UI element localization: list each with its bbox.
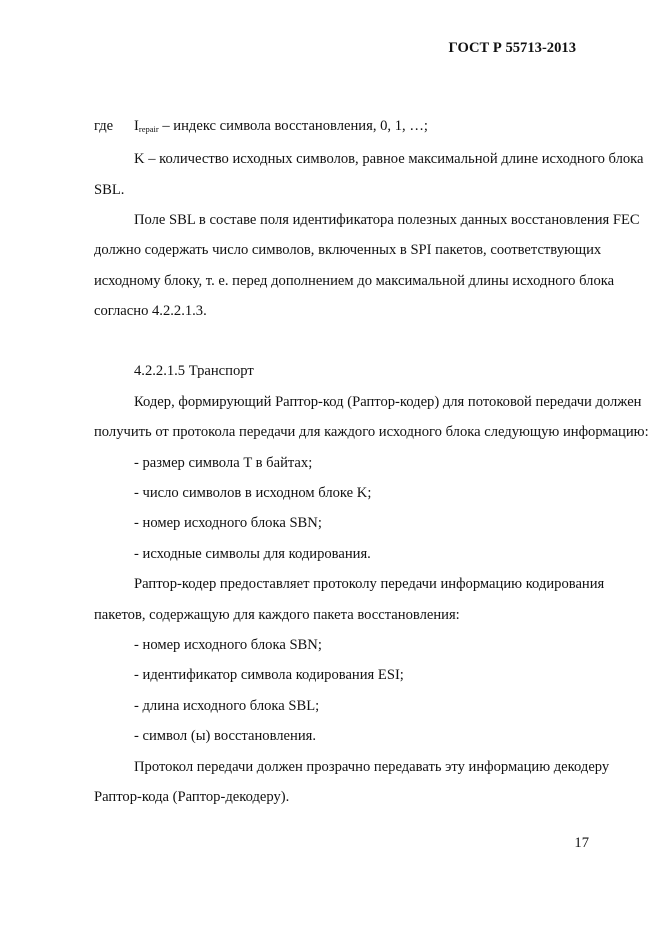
protocol-paragraph-line-1: Протокол передачи должен прозрачно передавать эту информацию декодеру: [134, 759, 610, 775]
page-number: 17: [574, 835, 589, 851]
list-item: - символ (ы) восстановления.: [134, 728, 317, 744]
provider-paragraph-line-2: пакетов, содержащую для каждого пакета восстановления:: [94, 607, 460, 623]
encoder-paragraph-line-2: получить от протокола передачи для каждого исходного блока следующую информацию:: [94, 424, 649, 440]
list-item: - исходные символы для кодирования.: [134, 546, 371, 562]
encoder-paragraph-line-1: Кодер, формирующий Раптор-код (Раптор-кодер) для потоковой передачи должен: [134, 394, 642, 410]
section-heading: 4.2.2.1.5 Транспорт: [134, 363, 254, 379]
list-item: - идентификатор символа кодирования ESI;: [134, 667, 404, 683]
where-word: где: [94, 118, 114, 134]
sbl-paragraph-line-2: должно содержать число символов, включенных в SPI пакетов, соответствующих: [94, 242, 602, 258]
repair-index-symbol: I: [134, 118, 139, 134]
document-code-header: ГОСТ Р 55713-2013: [448, 40, 576, 56]
sbl-paragraph-line-4: согласно 4.2.2.1.3.: [94, 303, 207, 319]
k-definition-line-1: K – количество исходных символов, равное максимальной длине исходного блока: [134, 151, 644, 167]
protocol-paragraph-line-2: Раптор-кода (Раптор-декодеру).: [94, 789, 290, 805]
sbl-paragraph-line-1: Поле SBL в составе поля идентификатора полезных данных восстановления FEC: [134, 212, 640, 228]
list-item: - номер исходного блока SBN;: [134, 515, 322, 531]
repair-index-description: – индекс символа восстановления, 0, 1, …;: [158, 118, 428, 134]
k-definition-line-2: SBL.: [94, 182, 125, 198]
provider-paragraph-line-1: Раптор-кодер предоставляет протоколу передачи информацию кодирования: [134, 576, 605, 592]
list-item: - номер исходного блока SBN;: [134, 637, 322, 653]
repair-index-subscript: repair: [138, 124, 159, 134]
sbl-paragraph-line-3: исходному блоку, т. е. перед дополнением до максимальной длины исходного блока: [94, 273, 615, 289]
list-item: - число символов в исходном блоке K;: [134, 485, 372, 501]
list-item: - размер символа T в байтах;: [134, 455, 313, 471]
where-definition: [134, 118, 428, 138]
list-item: - длина исходного блока SBL;: [134, 698, 320, 714]
